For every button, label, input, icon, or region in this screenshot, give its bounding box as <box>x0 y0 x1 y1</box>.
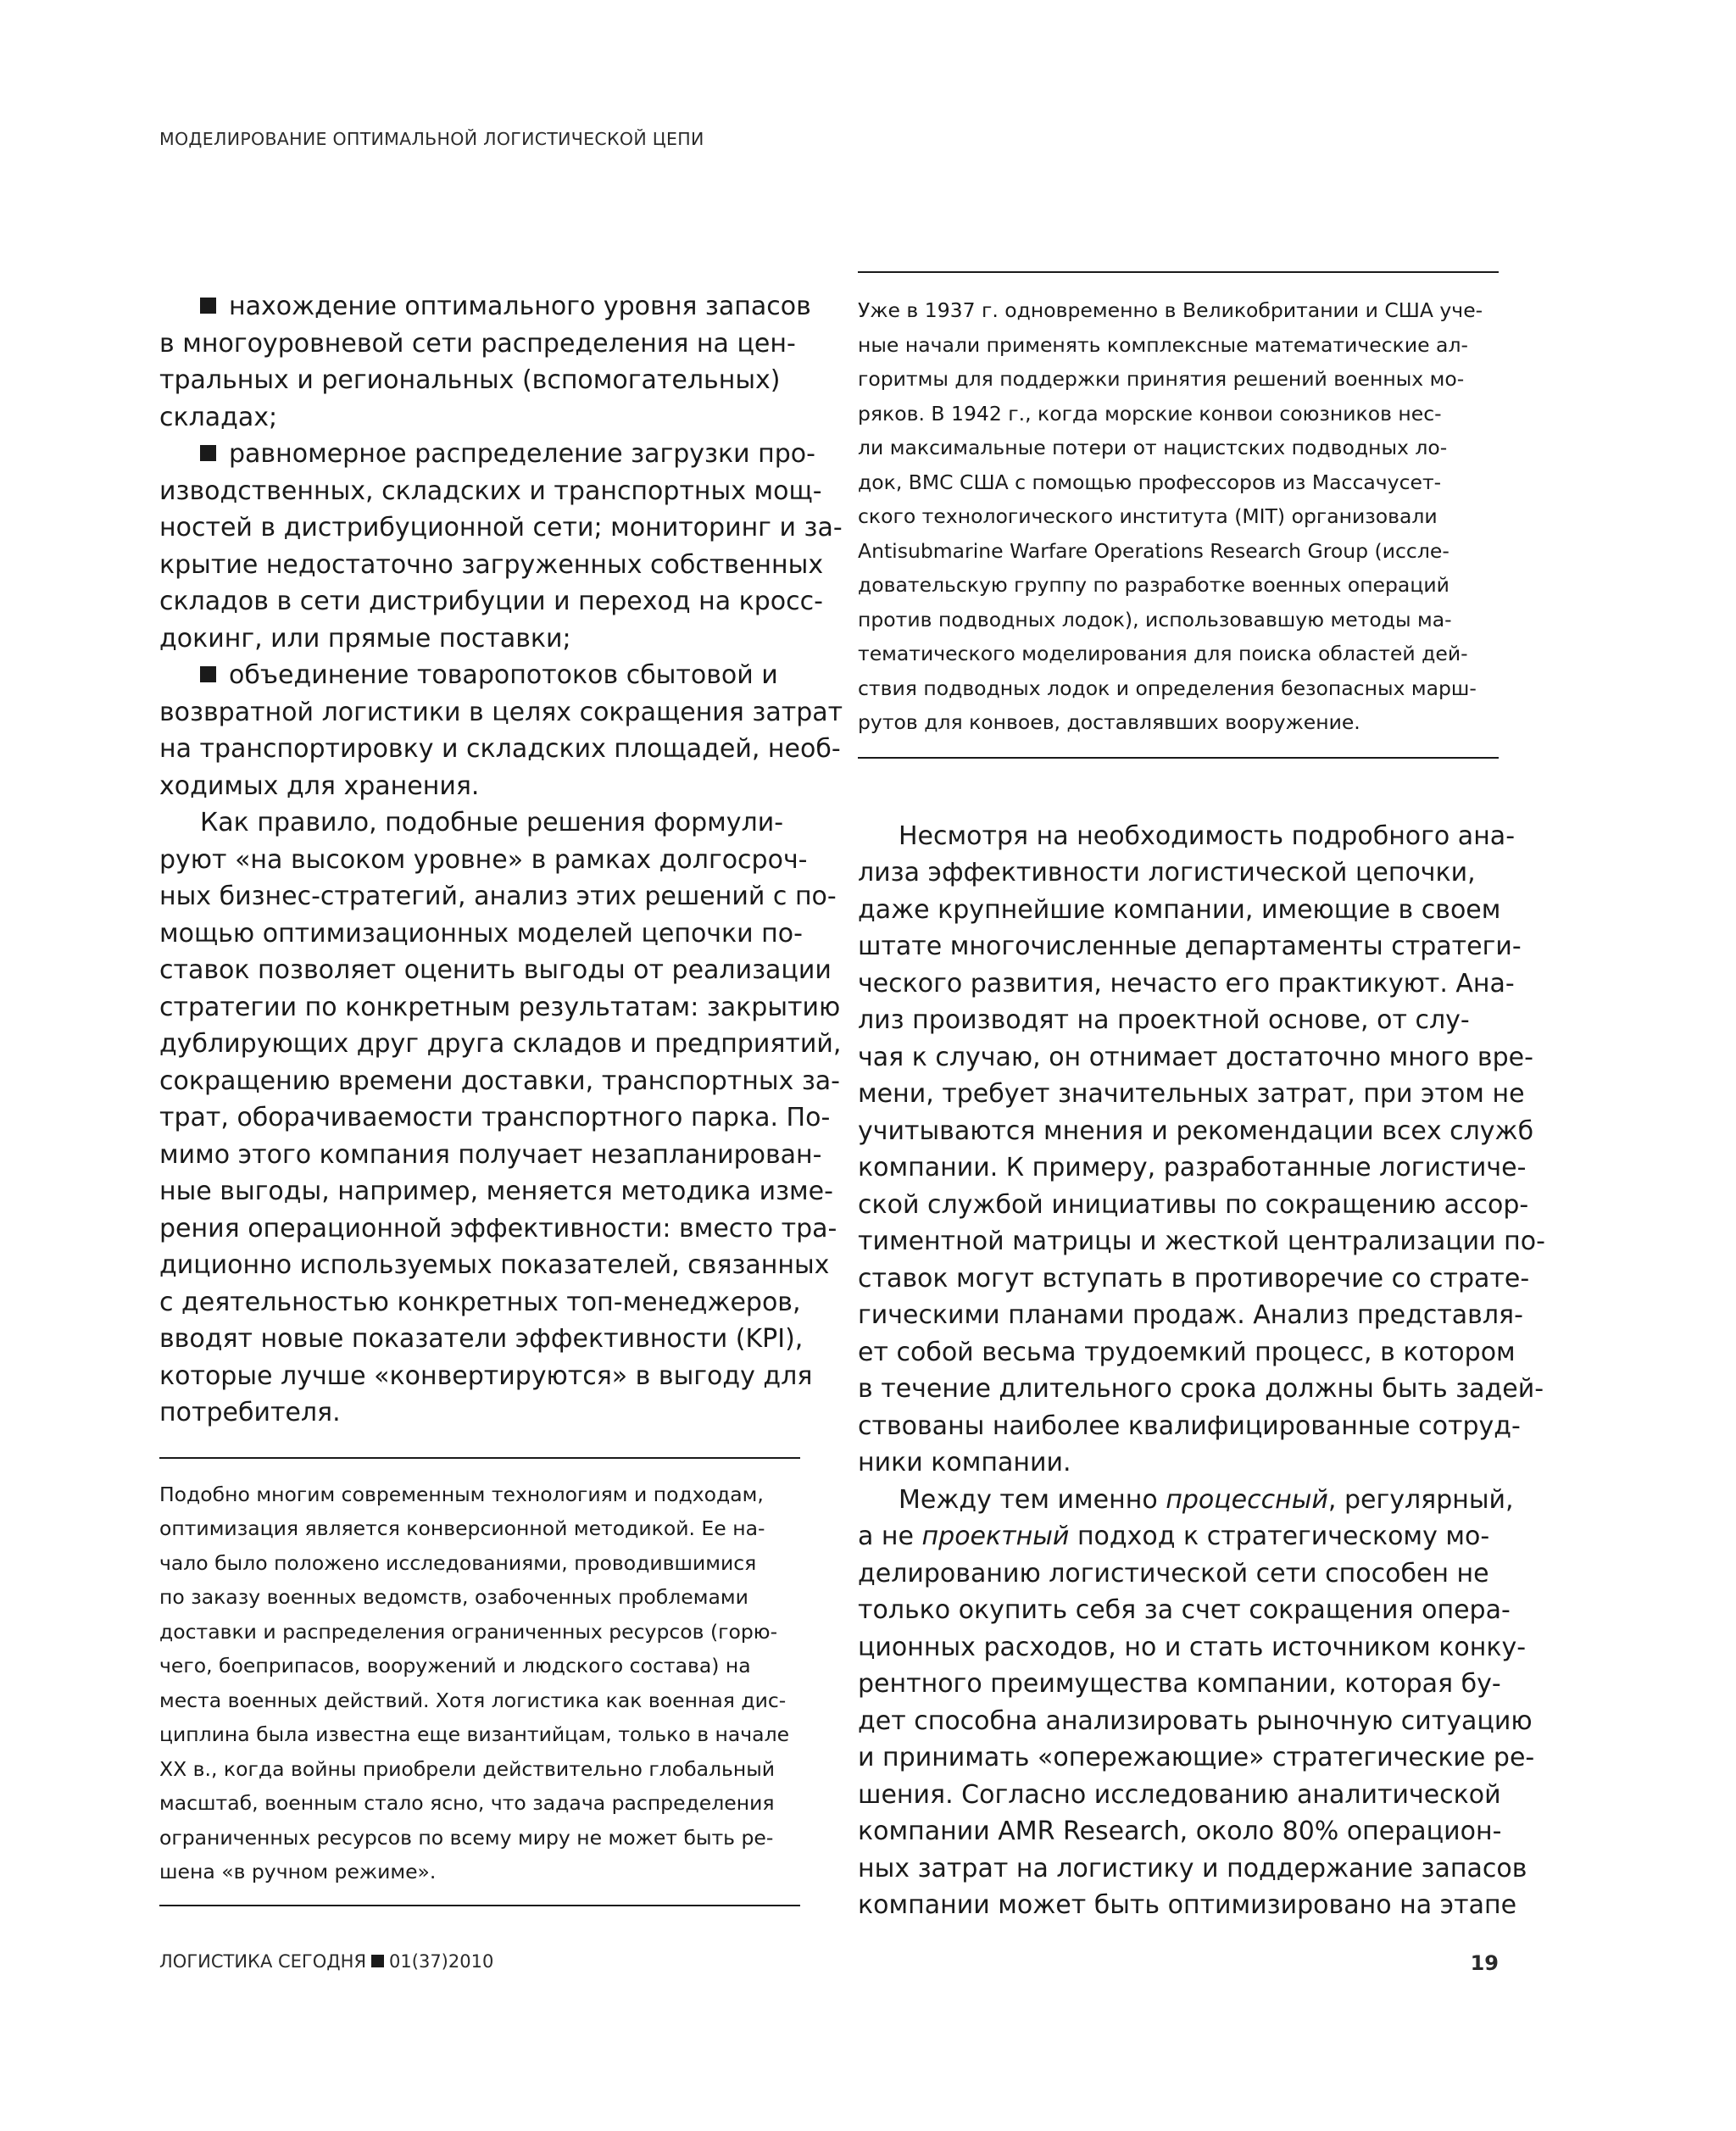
separator-square-icon <box>371 1955 384 1967</box>
left-column <box>159 288 843 1906</box>
body-paragraph: Как правило, подобные решения формули- руют «на высоком уровне» в рамках долгосроч- ных бизнес-стратегий, анализ этих решений с по- мощью оптимизационных моделей цепочки по- ставок позволяет оценить выгоды от реализации стратегии по конкретным результатам: закрытию дублирующих друг друга складов и предприятий, сокращению времени доставки, транспортных за- трат, оборачиваемости транспортного парка. По- мимо этого компания получает незапланирован- ные выгоды, например, меняется методика изме- рения операционной эффективности: вместо тра- диционно используемых показателей, связанных с деятельностью конкретных топ-менеджеров, вводят новые показатели эффективности (KPI), которые лучше «конвертируются» в выгоду для потребителя. <box>159 808 842 1427</box>
sidebar-box-1937: Уже в 1937 г. одновременно в Великобритании и США уче- ные начали применять комплексные математические ал- горитмы для поддержки принятия решений военных мо- ряков. В 1942 г., когда морские конвои союзников нес- ли максимальные потери от нацистских подводных ло- док, ВМС США с помощью профессоров из Массачусет- ского технологического института (MIT) организовали Antisubmarine Warfare Operations Research Group (иссле- довательскую группу по разработке военных операций против подводных лодок), использовавшую методы ма- тематического моделирования для поиска областей дей- ствия подводных лодок и определения безопасных марш- рутов для конвоев, доставлявших вооружение. <box>858 271 1499 759</box>
bullet-list <box>159 288 843 804</box>
emphasis-text: процессный <box>1166 1484 1328 1515</box>
body-paragraph: Несмотря на необходимость подробного ана- лиза эффективности логистической цепочки, даже крупнейшие компании, имеющие в своем штате многочисленные департаменты стратеги- ческого развития, нечасто его практикуют. Ана- лиз производят на проектной основе, от слу- чая к случаю, он отнимает достаточно много вре- мени, требует значительных затрат, при этом не учитываются мнения и рекомендации всех служб компании. К примеру, разработанные логистиче- ской службой инициативы по сокращению ассор- тиментной матрицы и жесткой централизации по- ставок могут вступать в противоречие со страте- гическими планами продаж. Анализ представля- ет собой весьма трудоемкий процесс, в котором в течение длительного срока должны быть задей- ствованы наиболее квалифицированные сотруд- ники компании. <box>858 821 1545 1477</box>
body-paragraph: Между тем именно процессный, регулярный, а не проектный подход к стратегическому мо- делированию логистической сети способен не только окупить себя за счет сокращения опера- ционных расходов, но и стать источником конку- рентного преимущества компании, которая бу- дет способна анализировать рыночную ситуацию и принимать «опережающие» стратегические ре- шения. Согласно исследованию аналитической компании AMR Research, около 80% операцион- ных затрат на логистику и поддержание запасов компании может быть оптимизировано на этапе <box>858 1484 1535 1920</box>
bullet-item: равномерное распределение загрузки про- изводственных, складских и транспортных мощ- ностей в дистрибуционной сети; мониторинг и за- крытие недостаточно загруженных собственных складов в сети дистрибуции и переход на кросс- докинг, или прямые поставки; <box>159 439 843 654</box>
sidebar-box-history: Подобно многим современным технологиям и подходам, оптимизация является конверсионной методикой. Ее на- чало было положено исследованиями, проводившимися по заказу военных ведомств, озабоченных проблемами доставки и распределения ограниченных ресурсов (горю- чего, боеприпасов, вооружений и людского состава) на места военных действий. Хотя логистика как военная дис- циплина была известна еще византийцам, только в начале XX в., когда войны приобрели действительно глобальный масштаб, военным стало ясно, что задача распределения ограниченных ресурсов по всему миру не может быть ре- шена «в ручном режиме». <box>159 1457 800 1906</box>
right-column <box>858 271 1545 1924</box>
running-header: МОДЕЛИРОВАНИЕ ОПТИМАЛЬНОЙ ЛОГИСТИЧЕСКОЙ ЦЕПИ <box>159 129 704 149</box>
footer-journal: ЛОГИСТИКА СЕГОДНЯ 01(37)2010 <box>159 1951 494 1972</box>
emphasis-text: проектный <box>921 1522 1070 1551</box>
bullet-square-icon <box>200 666 216 682</box>
bullet-item: нахождение оптимального уровня запасов в многоуровневой сети распределения на цен- тральных и региональных (вспомогательных) складах; <box>159 292 811 432</box>
bullet-item: объединение товаропотоков сбытовой и возвратной логистики в целях сокращения затрат на транспортировку и складских площадей, необ- ходимых для хранения. <box>159 660 843 801</box>
page-number: 19 <box>1470 1951 1499 1975</box>
bullet-square-icon <box>200 298 216 314</box>
bullet-square-icon <box>200 445 216 461</box>
